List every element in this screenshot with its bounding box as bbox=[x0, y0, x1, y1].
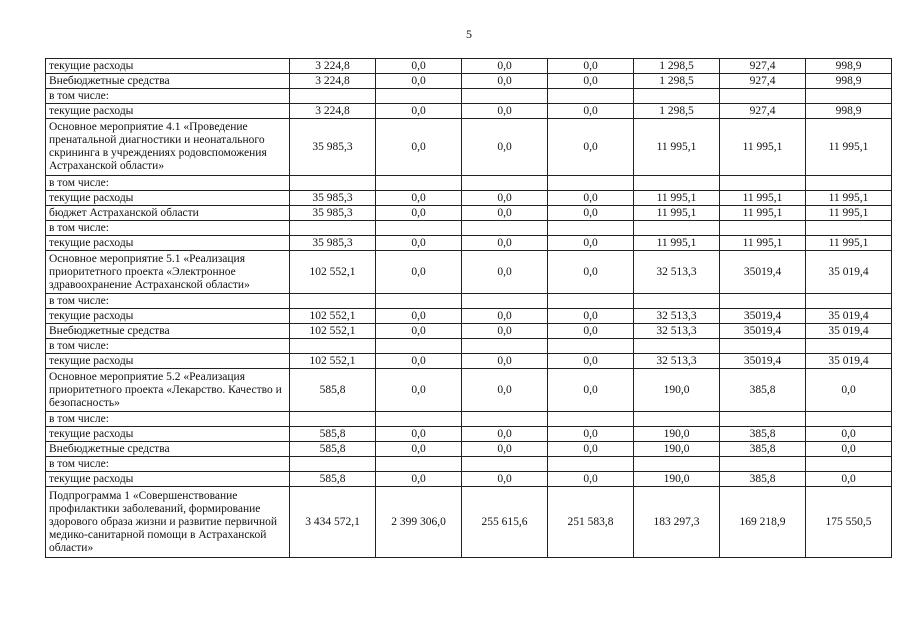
table-row bbox=[46, 339, 892, 354]
value-cell bbox=[548, 221, 634, 236]
value-cell: 11 995,1 bbox=[806, 206, 892, 221]
value-cell: 0,0 bbox=[376, 236, 462, 251]
budget-table-body bbox=[46, 59, 892, 558]
row-label: текущие расходы bbox=[46, 427, 290, 442]
table-row bbox=[46, 104, 892, 119]
value-cell bbox=[376, 89, 462, 104]
value-cell: 0,0 bbox=[376, 324, 462, 339]
value-cell: 102 552,1 bbox=[290, 251, 376, 294]
row-label: текущие расходы bbox=[46, 472, 290, 487]
value-cell: 0,0 bbox=[548, 442, 634, 457]
row-label: Основное мероприятие 5.2 «Реализация приоритетного проекта «Лекарство. Качество и безопасность» bbox=[46, 369, 290, 412]
value-cell: 0,0 bbox=[376, 119, 462, 176]
value-cell bbox=[806, 294, 892, 309]
value-cell: 927,4 bbox=[720, 59, 806, 74]
value-cell: 0,0 bbox=[462, 309, 548, 324]
value-cell: 0,0 bbox=[462, 191, 548, 206]
value-cell: 11 995,1 bbox=[720, 191, 806, 206]
value-cell: 11 995,1 bbox=[720, 236, 806, 251]
value-cell: 35019,4 bbox=[720, 324, 806, 339]
table-row bbox=[46, 89, 892, 104]
value-cell: 3 224,8 bbox=[290, 74, 376, 89]
row-label: Внебюджетные средства bbox=[46, 74, 290, 89]
value-cell: 0,0 bbox=[806, 369, 892, 412]
value-cell bbox=[462, 221, 548, 236]
value-cell bbox=[462, 294, 548, 309]
table-row bbox=[46, 369, 892, 412]
value-cell: 35 019,4 bbox=[806, 251, 892, 294]
value-cell: 0,0 bbox=[462, 427, 548, 442]
value-cell bbox=[462, 176, 548, 191]
value-cell bbox=[376, 412, 462, 427]
row-label: Подпрограмма 1 «Совершенствование профилактики заболеваний, формирование здорового образа жизни и развитие первичной медико-санитарной помощи в Астраханской области» bbox=[46, 487, 290, 558]
value-cell: 0,0 bbox=[462, 324, 548, 339]
page-number: 5 bbox=[466, 27, 472, 41]
value-cell: 0,0 bbox=[376, 427, 462, 442]
value-cell: 1 298,5 bbox=[634, 74, 720, 89]
value-cell: 255 615,6 bbox=[462, 487, 548, 558]
value-cell: 32 513,3 bbox=[634, 324, 720, 339]
value-cell bbox=[548, 457, 634, 472]
value-cell: 0,0 bbox=[548, 427, 634, 442]
value-cell: 169 218,9 bbox=[720, 487, 806, 558]
table-row bbox=[46, 427, 892, 442]
value-cell: 998,9 bbox=[806, 59, 892, 74]
value-cell: 0,0 bbox=[548, 324, 634, 339]
value-cell bbox=[806, 339, 892, 354]
value-cell: 0,0 bbox=[548, 309, 634, 324]
row-label: бюджет Астраханской области bbox=[46, 206, 290, 221]
value-cell bbox=[806, 457, 892, 472]
value-cell: 585,8 bbox=[290, 369, 376, 412]
value-cell: 0,0 bbox=[376, 251, 462, 294]
value-cell: 190,0 bbox=[634, 369, 720, 412]
value-cell: 0,0 bbox=[548, 236, 634, 251]
value-cell: 0,0 bbox=[462, 251, 548, 294]
value-cell: 11 995,1 bbox=[806, 236, 892, 251]
value-cell: 102 552,1 bbox=[290, 324, 376, 339]
value-cell bbox=[720, 457, 806, 472]
value-cell: 0,0 bbox=[548, 251, 634, 294]
value-cell bbox=[634, 339, 720, 354]
value-cell bbox=[548, 89, 634, 104]
table-row bbox=[46, 487, 892, 558]
value-cell: 585,8 bbox=[290, 472, 376, 487]
value-cell: 0,0 bbox=[376, 104, 462, 119]
value-cell bbox=[548, 176, 634, 191]
value-cell: 11 995,1 bbox=[634, 119, 720, 176]
value-cell: 102 552,1 bbox=[290, 354, 376, 369]
row-label: в том числе: bbox=[46, 412, 290, 427]
value-cell: 0,0 bbox=[462, 472, 548, 487]
value-cell bbox=[376, 294, 462, 309]
value-cell bbox=[634, 412, 720, 427]
value-cell bbox=[376, 176, 462, 191]
value-cell: 0,0 bbox=[548, 354, 634, 369]
value-cell bbox=[720, 339, 806, 354]
value-cell: 32 513,3 bbox=[634, 354, 720, 369]
value-cell: 35 985,3 bbox=[290, 191, 376, 206]
value-cell: 11 995,1 bbox=[720, 119, 806, 176]
table-row bbox=[46, 294, 892, 309]
value-cell: 0,0 bbox=[462, 74, 548, 89]
value-cell: 0,0 bbox=[462, 104, 548, 119]
value-cell bbox=[462, 457, 548, 472]
value-cell bbox=[806, 412, 892, 427]
value-cell: 0,0 bbox=[376, 309, 462, 324]
value-cell bbox=[462, 339, 548, 354]
value-cell: 35 019,4 bbox=[806, 309, 892, 324]
value-cell bbox=[806, 221, 892, 236]
value-cell: 998,9 bbox=[806, 104, 892, 119]
value-cell bbox=[806, 89, 892, 104]
table-row bbox=[46, 472, 892, 487]
value-cell: 0,0 bbox=[376, 354, 462, 369]
value-cell: 0,0 bbox=[376, 191, 462, 206]
value-cell: 0,0 bbox=[548, 369, 634, 412]
row-label: Внебюджетные средства bbox=[46, 324, 290, 339]
table-row bbox=[46, 59, 892, 74]
value-cell: 0,0 bbox=[806, 442, 892, 457]
value-cell: 190,0 bbox=[634, 442, 720, 457]
value-cell: 35 019,4 bbox=[806, 354, 892, 369]
row-label: Основное мероприятие 4.1 «Проведение пренатальной диагностики и неонатального скрининга в учреждениях родовспоможения Астраханской области» bbox=[46, 119, 290, 176]
table-row bbox=[46, 176, 892, 191]
table-row bbox=[46, 191, 892, 206]
value-cell: 998,9 bbox=[806, 74, 892, 89]
value-cell: 0,0 bbox=[548, 104, 634, 119]
value-cell: 3 224,8 bbox=[290, 104, 376, 119]
value-cell: 35 985,3 bbox=[290, 119, 376, 176]
value-cell: 0,0 bbox=[548, 59, 634, 74]
value-cell: 927,4 bbox=[720, 104, 806, 119]
value-cell bbox=[634, 221, 720, 236]
value-cell bbox=[548, 339, 634, 354]
value-cell: 35019,4 bbox=[720, 354, 806, 369]
value-cell: 585,8 bbox=[290, 442, 376, 457]
value-cell: 0,0 bbox=[376, 442, 462, 457]
value-cell: 385,8 bbox=[720, 442, 806, 457]
value-cell: 183 297,3 bbox=[634, 487, 720, 558]
value-cell: 0,0 bbox=[806, 427, 892, 442]
value-cell bbox=[634, 176, 720, 191]
row-label: текущие расходы bbox=[46, 236, 290, 251]
table-row bbox=[46, 251, 892, 294]
row-label: текущие расходы bbox=[46, 191, 290, 206]
value-cell: 11 995,1 bbox=[634, 206, 720, 221]
value-cell: 0,0 bbox=[376, 74, 462, 89]
value-cell: 0,0 bbox=[376, 472, 462, 487]
value-cell bbox=[720, 412, 806, 427]
table-row bbox=[46, 119, 892, 176]
value-cell: 11 995,1 bbox=[634, 191, 720, 206]
row-label: текущие расходы bbox=[46, 309, 290, 324]
table-row bbox=[46, 206, 892, 221]
value-cell bbox=[720, 89, 806, 104]
value-cell: 0,0 bbox=[376, 59, 462, 74]
row-label: текущие расходы bbox=[46, 59, 290, 74]
value-cell: 0,0 bbox=[806, 472, 892, 487]
row-label: в том числе: bbox=[46, 89, 290, 104]
value-cell bbox=[634, 294, 720, 309]
value-cell: 35019,4 bbox=[720, 309, 806, 324]
value-cell: 1 298,5 bbox=[634, 59, 720, 74]
row-label: Основное мероприятие 5.1 «Реализация приоритетного проекта «Электронное здравоохранение Астраханской области» bbox=[46, 251, 290, 294]
value-cell: 35019,4 bbox=[720, 251, 806, 294]
value-cell: 32 513,3 bbox=[634, 251, 720, 294]
value-cell: 0,0 bbox=[548, 206, 634, 221]
value-cell bbox=[720, 221, 806, 236]
value-cell bbox=[548, 294, 634, 309]
row-label: в том числе: bbox=[46, 221, 290, 236]
value-cell: 11 995,1 bbox=[806, 191, 892, 206]
value-cell bbox=[806, 176, 892, 191]
row-label: Внебюджетные средства bbox=[46, 442, 290, 457]
value-cell: 585,8 bbox=[290, 427, 376, 442]
value-cell: 0,0 bbox=[376, 369, 462, 412]
table-row bbox=[46, 457, 892, 472]
table-row bbox=[46, 309, 892, 324]
row-label: текущие расходы bbox=[46, 354, 290, 369]
row-label: текущие расходы bbox=[46, 104, 290, 119]
value-cell: 0,0 bbox=[548, 191, 634, 206]
row-label: в том числе: bbox=[46, 294, 290, 309]
value-cell bbox=[290, 412, 376, 427]
table-row bbox=[46, 354, 892, 369]
value-cell: 0,0 bbox=[548, 119, 634, 176]
value-cell bbox=[376, 339, 462, 354]
value-cell: 11 995,1 bbox=[806, 119, 892, 176]
table-row bbox=[46, 221, 892, 236]
value-cell: 3 224,8 bbox=[290, 59, 376, 74]
value-cell: 3 434 572,1 bbox=[290, 487, 376, 558]
value-cell bbox=[462, 89, 548, 104]
value-cell bbox=[376, 221, 462, 236]
value-cell bbox=[376, 457, 462, 472]
table-row bbox=[46, 324, 892, 339]
value-cell: 0,0 bbox=[462, 119, 548, 176]
value-cell: 11 995,1 bbox=[634, 236, 720, 251]
value-cell bbox=[462, 412, 548, 427]
value-cell bbox=[290, 294, 376, 309]
value-cell bbox=[290, 89, 376, 104]
value-cell: 927,4 bbox=[720, 74, 806, 89]
value-cell: 2 399 306,0 bbox=[376, 487, 462, 558]
value-cell: 175 550,5 bbox=[806, 487, 892, 558]
value-cell: 0,0 bbox=[462, 354, 548, 369]
value-cell bbox=[290, 221, 376, 236]
value-cell bbox=[634, 457, 720, 472]
value-cell: 385,8 bbox=[720, 472, 806, 487]
table-row bbox=[46, 442, 892, 457]
row-label: в том числе: bbox=[46, 339, 290, 354]
value-cell bbox=[548, 412, 634, 427]
table-row bbox=[46, 412, 892, 427]
value-cell bbox=[290, 457, 376, 472]
value-cell: 1 298,5 bbox=[634, 104, 720, 119]
value-cell bbox=[634, 89, 720, 104]
value-cell: 190,0 bbox=[634, 472, 720, 487]
value-cell bbox=[290, 339, 376, 354]
value-cell bbox=[720, 294, 806, 309]
value-cell: 0,0 bbox=[462, 59, 548, 74]
value-cell: 32 513,3 bbox=[634, 309, 720, 324]
value-cell: 0,0 bbox=[462, 369, 548, 412]
value-cell: 0,0 bbox=[462, 206, 548, 221]
value-cell: 0,0 bbox=[548, 472, 634, 487]
value-cell: 35 019,4 bbox=[806, 324, 892, 339]
value-cell: 251 583,8 bbox=[548, 487, 634, 558]
value-cell: 0,0 bbox=[548, 74, 634, 89]
value-cell bbox=[290, 176, 376, 191]
value-cell: 11 995,1 bbox=[720, 206, 806, 221]
table-row bbox=[46, 236, 892, 251]
table-row bbox=[46, 74, 892, 89]
value-cell: 35 985,3 bbox=[290, 236, 376, 251]
value-cell: 190,0 bbox=[634, 427, 720, 442]
value-cell: 385,8 bbox=[720, 427, 806, 442]
row-label: в том числе: bbox=[46, 457, 290, 472]
value-cell: 385,8 bbox=[720, 369, 806, 412]
value-cell: 102 552,1 bbox=[290, 309, 376, 324]
value-cell: 0,0 bbox=[462, 442, 548, 457]
value-cell: 0,0 bbox=[462, 236, 548, 251]
row-label: в том числе: bbox=[46, 176, 290, 191]
budget-table bbox=[45, 58, 892, 558]
value-cell: 35 985,3 bbox=[290, 206, 376, 221]
value-cell bbox=[720, 176, 806, 191]
value-cell: 0,0 bbox=[376, 206, 462, 221]
